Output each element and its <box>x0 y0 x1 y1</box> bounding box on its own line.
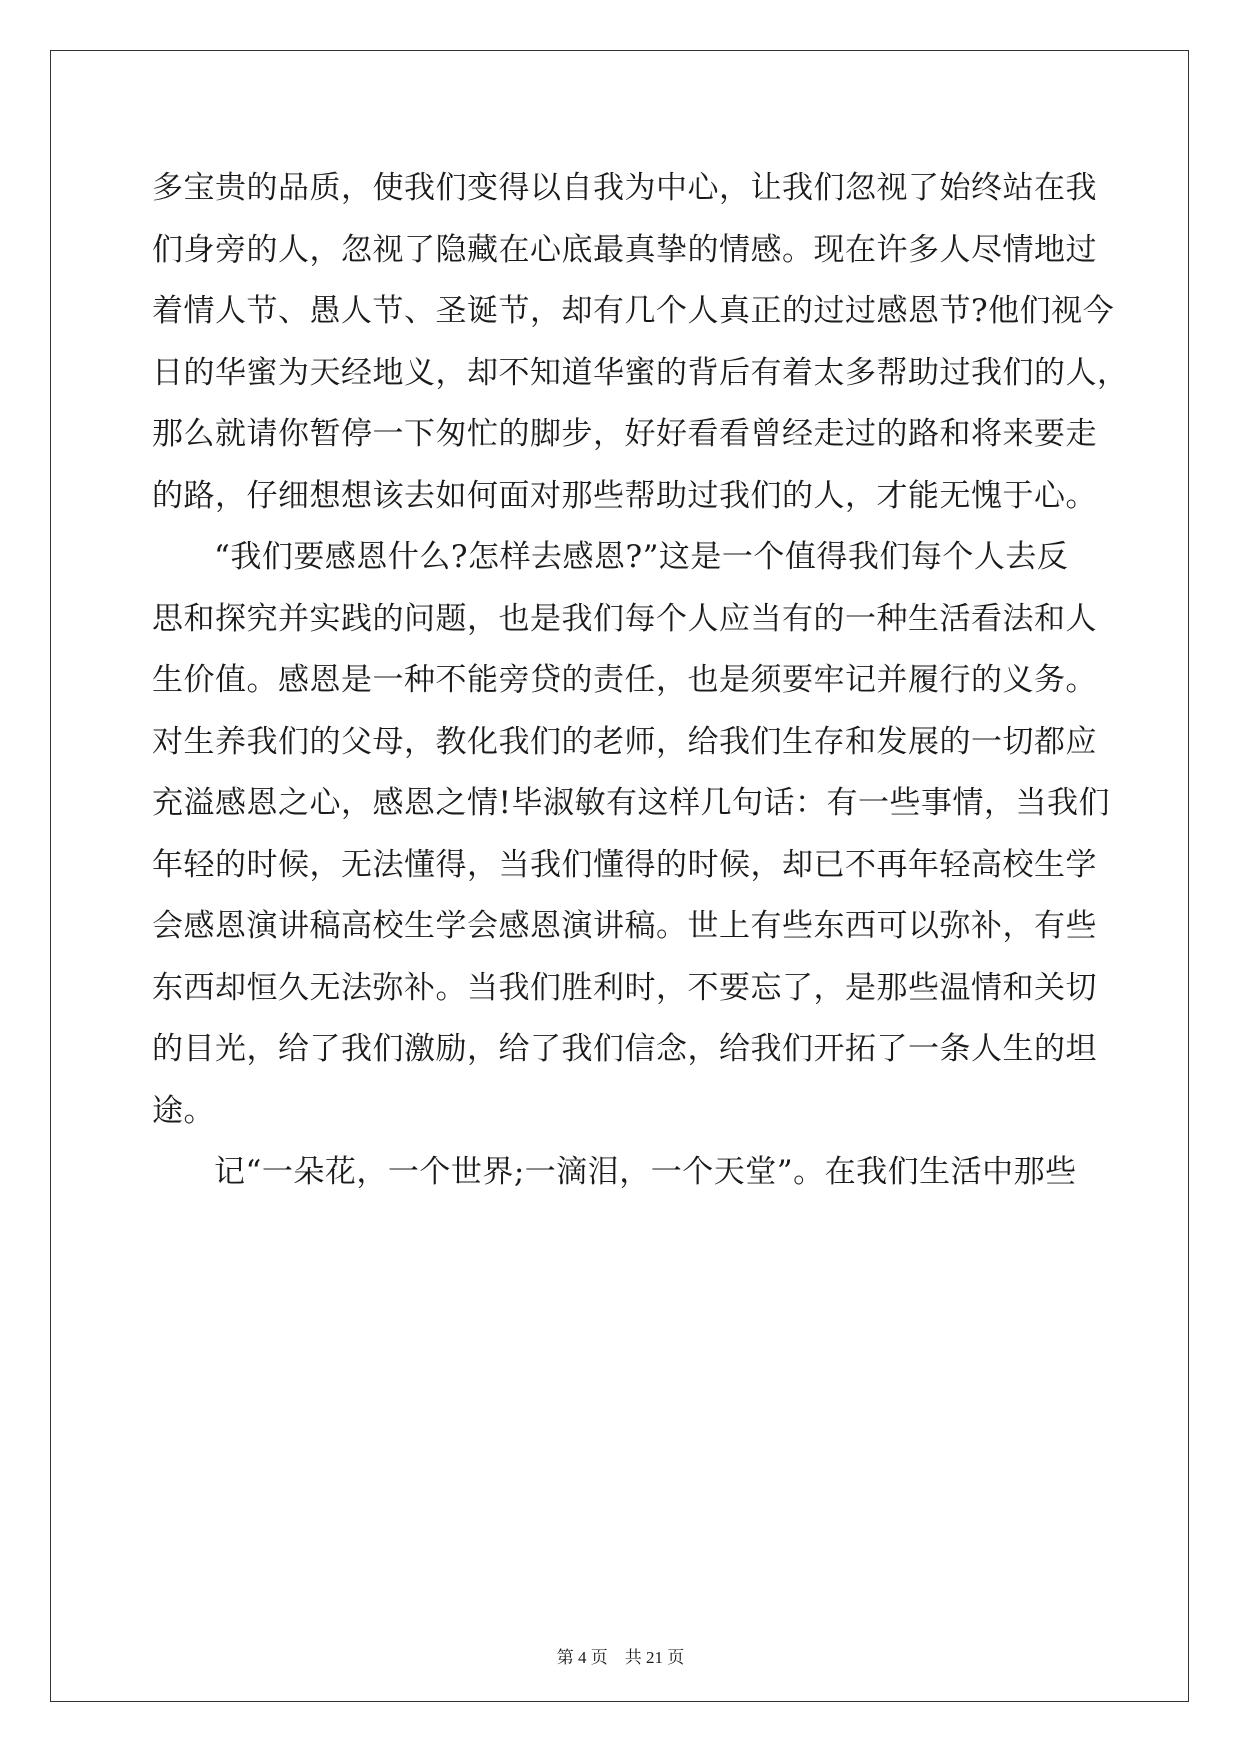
text-line: 生价值。感恩是一种不能旁贷的责任，也是须要牢记并履行的义务。 <box>152 662 1097 698</box>
text-line: 的路，仔细想想该去如何面对那些帮助过我们的人，才能无愧于心。 <box>152 477 1097 514</box>
text-line: 年轻的时候，无法懂得，当我们懂得的时候，却已不再年轻高校生学 <box>152 846 1097 883</box>
text-line: “我们要感恩什么?怎样去感恩?”这是一个值得我们每个人去反 <box>214 539 1069 575</box>
text-line: 东西却恒久无法弥补。当我们胜利时，不要忘了，是那些温情和关切 <box>152 969 1097 1006</box>
text-line: 着情人节、愚人节、圣诞节，却有几个人真正的过过感恩节?他们视今 <box>152 293 1115 329</box>
document-body <box>152 158 1129 1204</box>
text-line: 途。 <box>152 1092 215 1129</box>
text-line: 们身旁的人，忽视了隐藏在心底最真挚的情感。现在许多人尽情地过 <box>152 231 1097 268</box>
text-line: 那么就请你暂停一下匆忙的脚步，好好看看曾经走过的路和将来要走 <box>152 416 1097 452</box>
text-line: 思和探究并实践的问题，也是我们每个人应当有的一种生活看法和人 <box>152 600 1097 637</box>
text-line: 充溢感恩之心，感恩之情!毕淑敏有这样几句话：有一些事情，当我们 <box>152 785 1110 821</box>
paragraph <box>152 158 1129 527</box>
text-line: 会感恩演讲稿高校生学会感恩演讲稿。世上有些东西可以弥补，有些 <box>152 908 1097 944</box>
text-line: 的目光，给了我们激励，给了我们信念，给我们开拓了一条人生的坦 <box>152 1031 1097 1067</box>
paragraph <box>152 527 1110 1142</box>
text-line: 日的华蜜为天经地义，却不知道华蜜的背后有着太多帮助过我们的人， <box>152 354 1129 391</box>
text-line: 多宝贵的品质，使我们变得以自我为中心，让我们忽视了始终站在我 <box>152 170 1097 206</box>
text-line: 记“一朵花，一个世界;一滴泪，一个天堂”。在我们生活中那些 <box>214 1154 1077 1190</box>
paragraph <box>152 1142 1092 1204</box>
page-number-footer: 第 4 页 共 21 页 <box>556 1648 685 1667</box>
text-line: 对生养我们的父母，教化我们的老师，给我们生存和发展的一切都应 <box>152 723 1097 760</box>
